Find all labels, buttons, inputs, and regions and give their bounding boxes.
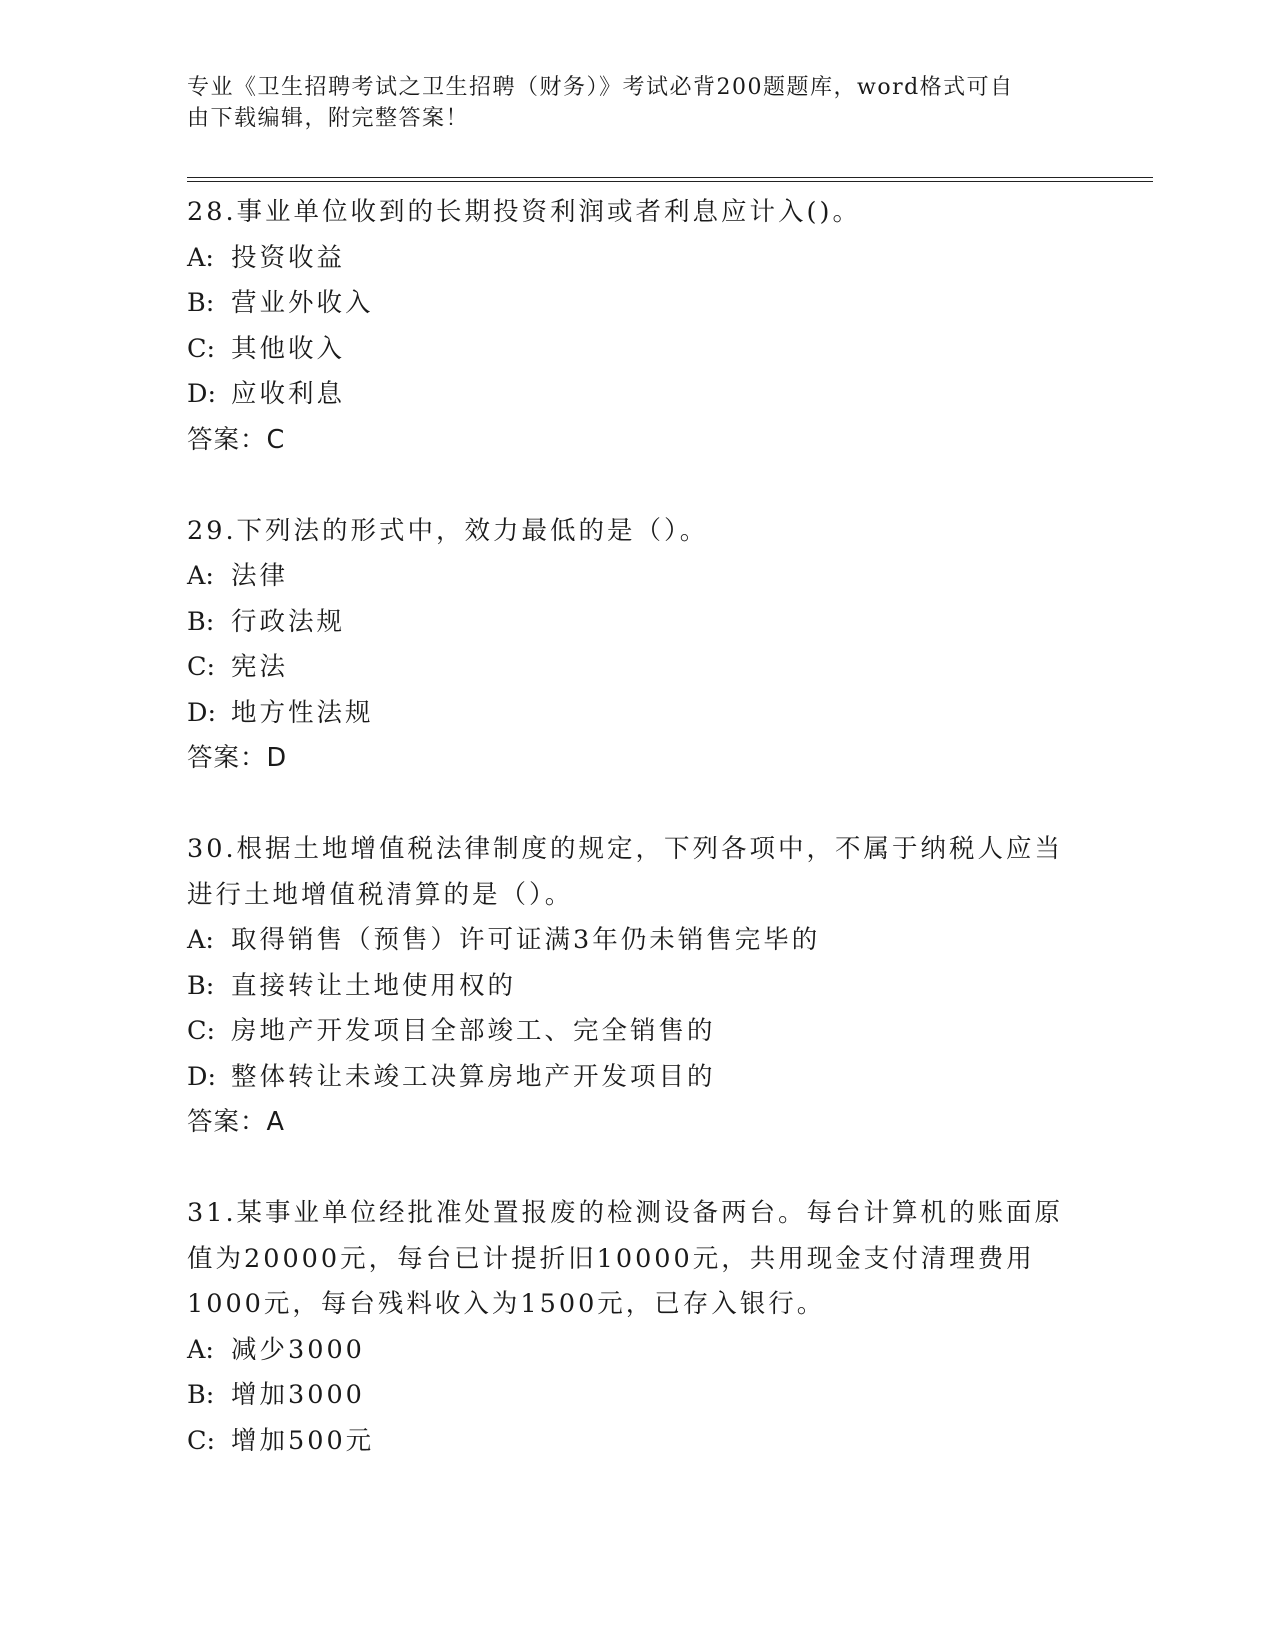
option-d — [187, 691, 1067, 737]
option-letter: A: — [187, 925, 215, 955]
header-line-1: 专业《卫生招聘考试之卫生招聘（财务）》考试必背200题题库，word格式可自 — [187, 75, 1014, 100]
option-letter: C: — [187, 1425, 216, 1456]
header-divider — [187, 177, 1153, 182]
question-28 — [187, 190, 1067, 463]
option-letter: B: — [187, 606, 215, 637]
question-stem: 进行土地增值税清算的是（）。 — [187, 879, 574, 910]
question-30 — [187, 827, 1067, 1146]
option-a — [187, 554, 1067, 600]
option-c — [187, 327, 1067, 373]
option-text: 应收利息 — [231, 379, 346, 409]
question-29 — [187, 509, 1067, 782]
option-b — [187, 600, 1067, 646]
option-a — [187, 236, 1067, 282]
option-text: 营业外收入 — [231, 288, 374, 318]
option-letter: A: — [187, 1334, 215, 1365]
question-stem: 28.事业单位收到的长期投资利润或者利息应计入()。 — [187, 197, 861, 227]
option-text: 其他收入 — [231, 333, 346, 364]
option-letter: B: — [187, 970, 215, 1001]
option-b — [187, 281, 1067, 327]
option-text: 减少3000 — [231, 1334, 365, 1365]
option-letter: C: — [187, 1016, 216, 1046]
option-letter: D: — [187, 379, 217, 409]
option-d — [187, 1055, 1067, 1101]
option-letter: B: — [187, 1380, 215, 1410]
option-text: 增加3000 — [231, 1380, 365, 1410]
option-b — [187, 1373, 1067, 1419]
option-text: 整体转让未竣工决算房地产开发项目的 — [231, 1061, 716, 1092]
question-31 — [187, 1191, 1067, 1464]
option-c — [187, 645, 1067, 691]
option-text: 投资收益 — [231, 242, 346, 273]
option-text: 法律 — [231, 561, 289, 591]
question-stem: 30.根据土地增值税法律制度的规定，下列各项中，不属于纳税人应当 — [187, 834, 1064, 864]
option-b — [187, 964, 1067, 1010]
option-text: 取得销售（预售）许可证满3年仍未销售完毕的 — [231, 925, 821, 955]
option-a — [187, 1328, 1067, 1374]
option-text: 地方性法规 — [231, 697, 374, 728]
option-letter: A: — [187, 242, 215, 273]
option-c — [187, 1419, 1067, 1465]
option-text: 行政法规 — [231, 606, 346, 637]
answer-line: 答案：A — [187, 1107, 285, 1137]
question-stem: 1000元，每台残料收入为1500元，已存入银行。 — [187, 1289, 826, 1319]
answer-line: 答案：C — [187, 424, 286, 455]
document-header — [187, 72, 1067, 134]
option-text: 增加500元 — [231, 1425, 375, 1456]
option-d — [187, 372, 1067, 418]
option-letter: A: — [187, 561, 215, 591]
option-letter: C: — [187, 652, 216, 682]
option-letter: C: — [187, 333, 216, 364]
question-stem: 29.下列法的形式中，效力最低的是（）。 — [187, 515, 709, 546]
option-letter: B: — [187, 288, 215, 318]
question-list — [187, 190, 1067, 1464]
answer-line: 答案：D — [187, 743, 288, 773]
option-c — [187, 1009, 1067, 1055]
option-letter: D: — [187, 1061, 217, 1092]
option-a — [187, 918, 1067, 964]
question-stem: 31.某事业单位经批准处置报废的检测设备两台。每台计算机的账面原 — [187, 1198, 1064, 1228]
header-line-2: 由下载编辑，附完整答案！ — [187, 106, 470, 131]
option-text: 房地产开发项目全部竣工、完全销售的 — [231, 1016, 716, 1046]
option-letter: D: — [187, 697, 217, 728]
question-stem: 值为20000元，每台已计提折旧10000元，共用现金支付清理费用 — [187, 1243, 1035, 1274]
option-text: 直接转让土地使用权的 — [231, 970, 517, 1001]
option-text: 宪法 — [231, 652, 289, 682]
